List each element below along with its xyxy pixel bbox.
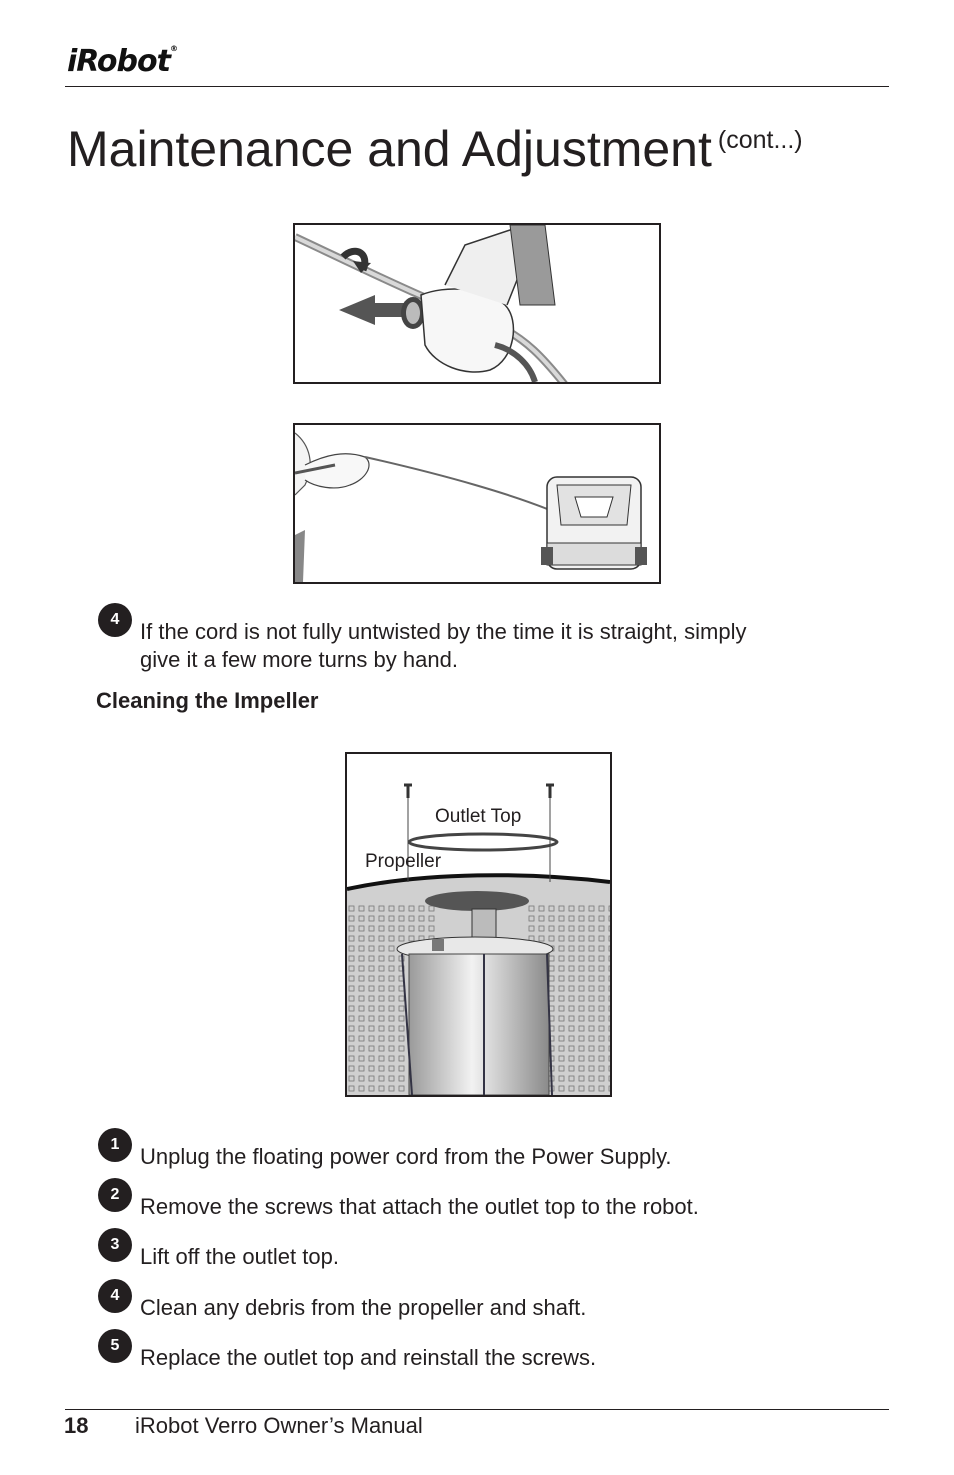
screw-right-icon (546, 784, 554, 798)
step-badge-3: 3 (98, 1228, 132, 1262)
page-title-main: Maintenance and Adjustment (67, 121, 712, 177)
propeller-icon (425, 891, 529, 911)
straighten-cord-illustration (295, 425, 659, 582)
page-number: 18 (64, 1413, 89, 1438)
logo-registered-mark: ® (169, 44, 177, 53)
step-text-4: Clean any debris from the propeller and shaft. (140, 1295, 587, 1320)
footer-rule (65, 1409, 889, 1410)
step-text-3: Lift off the outlet top. (140, 1244, 339, 1269)
figure-untwist-cord (293, 223, 661, 384)
step-text-1: Unplug the floating power cord from the Power Supply. (140, 1144, 672, 1169)
step-badge-2: 2 (98, 1178, 132, 1212)
label-propeller: Propeller (365, 851, 442, 872)
step-badge-4-cord: 4 (98, 603, 132, 637)
label-outlet-top: Outlet Top (435, 806, 522, 827)
outlet-top-ring-icon (409, 834, 557, 850)
step-badge-5: 5 (98, 1329, 132, 1363)
figure-straighten-cord (293, 423, 661, 584)
step-badge-4: 4 (98, 1279, 132, 1313)
logo-text: iRobot (67, 44, 170, 79)
page-title-cont: (cont...) (717, 126, 803, 154)
section-heading: Cleaning the Impeller (96, 688, 319, 713)
untwist-cord-illustration (295, 225, 659, 382)
step-badge-1: 1 (98, 1128, 132, 1162)
irobot-logo (67, 44, 177, 79)
step-text-2: Remove the screws that attach the outlet top to the robot. (140, 1194, 699, 1219)
figure-impeller (345, 752, 612, 1097)
header-rule (65, 86, 889, 87)
pull-arrow-icon (339, 295, 407, 325)
manual-title: iRobot Verro Owner’s Manual (135, 1413, 423, 1438)
screw-left-icon (404, 784, 412, 798)
cord-step-line-2: give it a few more turns by hand. (140, 647, 458, 672)
step-text-5: Replace the outlet top and reinstall the screws. (140, 1345, 597, 1370)
page-title (67, 120, 803, 178)
cord-step-line-1: If the cord is not fully untwisted by the time it is straight, simply (140, 619, 747, 644)
